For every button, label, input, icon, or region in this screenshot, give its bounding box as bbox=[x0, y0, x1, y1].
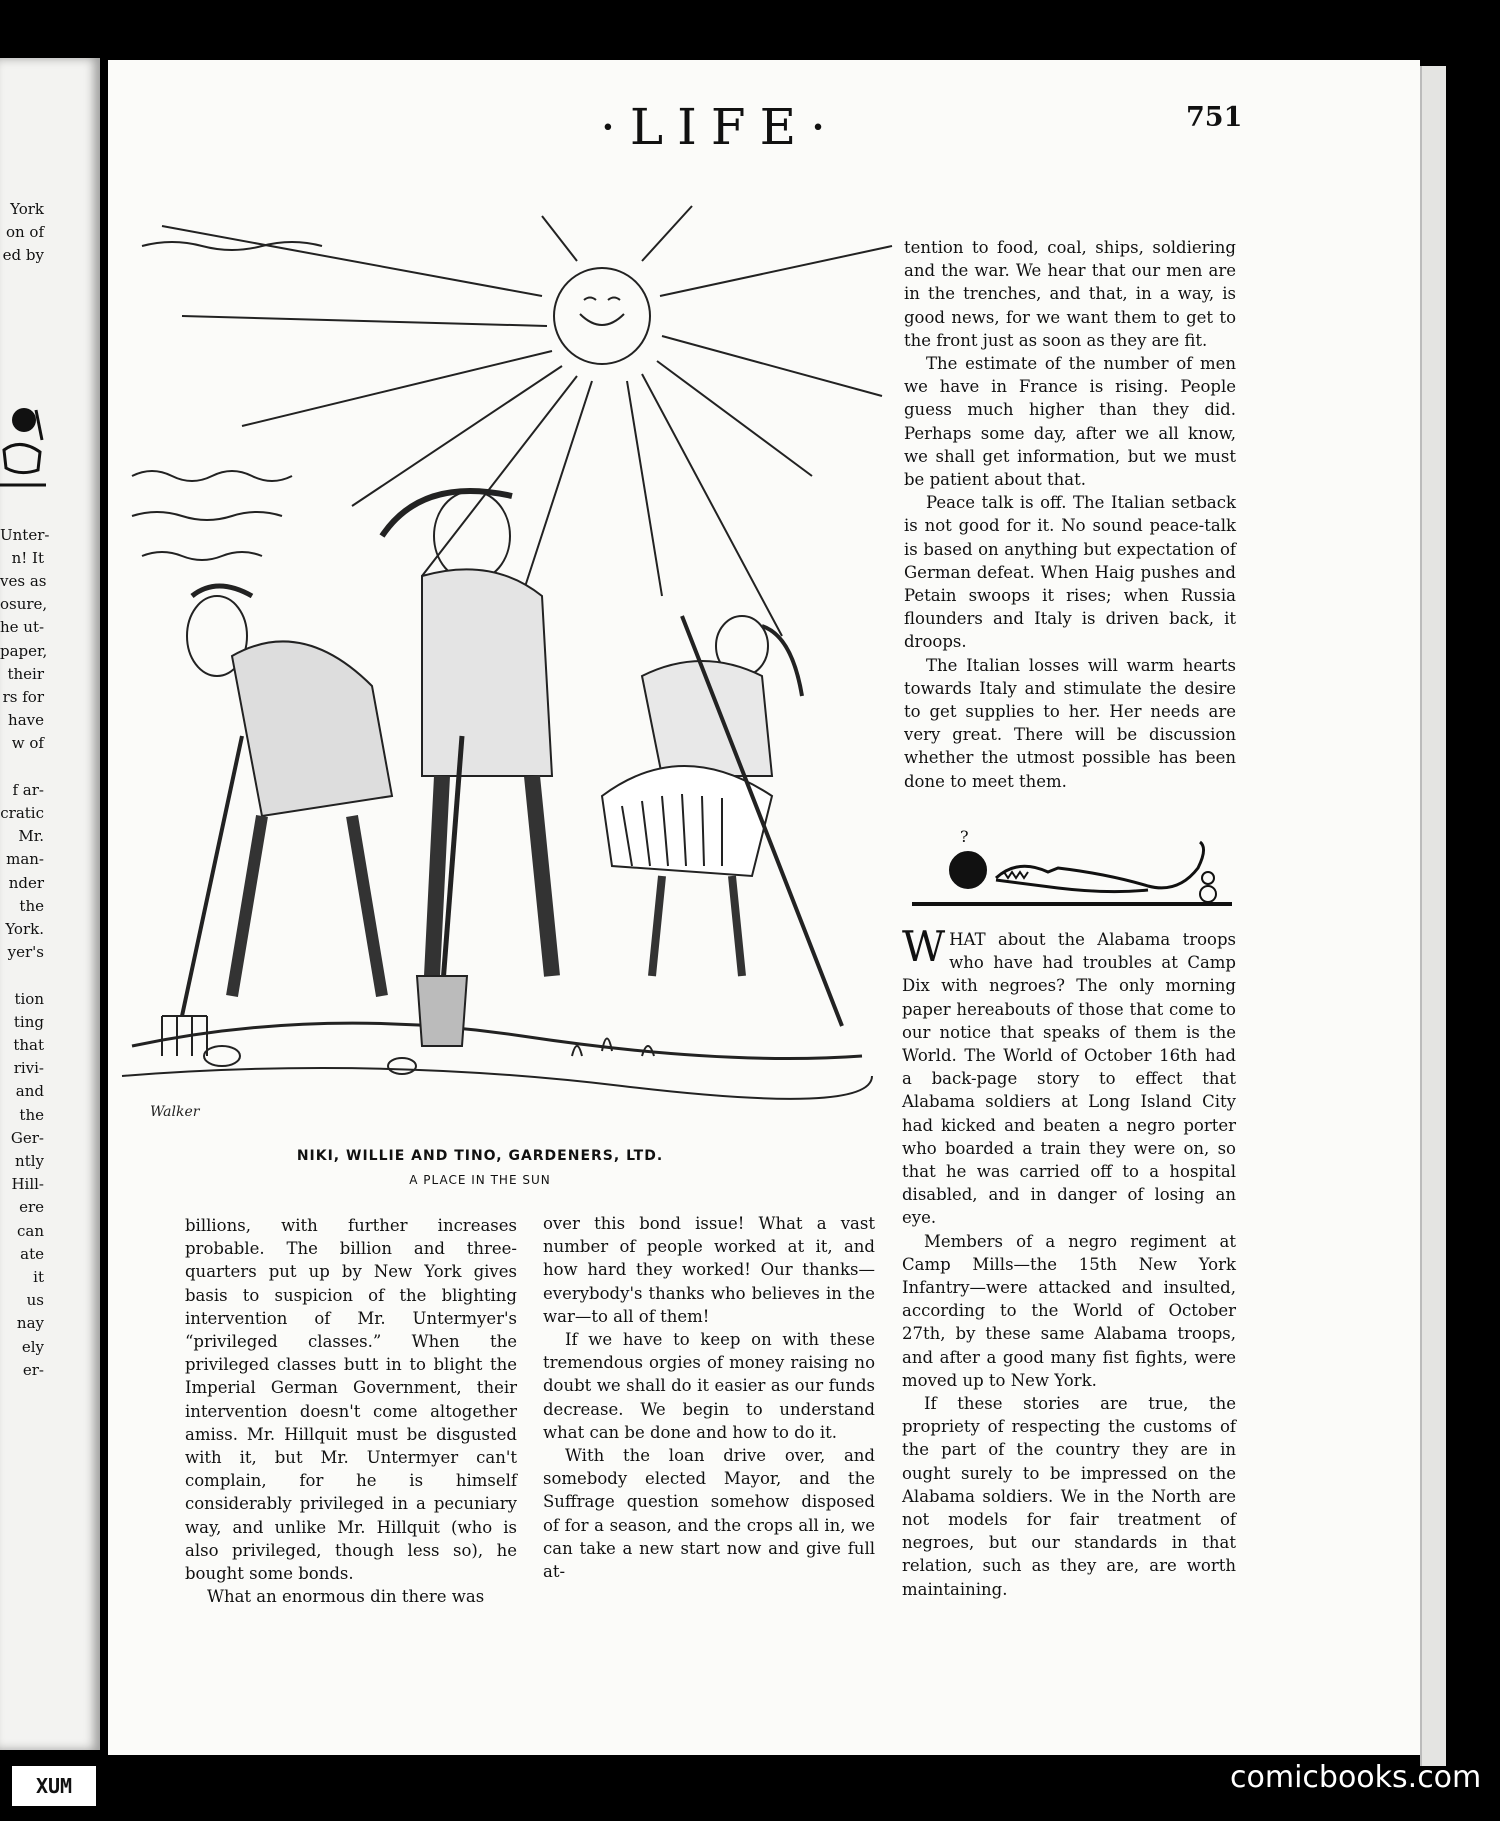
paragraph: What an enormous din there was bbox=[207, 1587, 485, 1607]
paragraph: tention to food, coal, ships, soldiering and the war. We hear that our men are in the trenches, and that, in a way, is good news, for we want them to get to the front just as soon as they are fit. bbox=[904, 238, 1236, 350]
text-column-2 bbox=[543, 1212, 875, 1583]
left-page-text-fragment: us bbox=[26, 1291, 44, 1310]
left-page-text-fragment: n! It bbox=[11, 548, 44, 567]
left-page-text-fragment: nder bbox=[8, 873, 44, 892]
left-page-text-fragment: ting bbox=[13, 1012, 44, 1031]
sun bbox=[554, 268, 650, 364]
left-page-text-fragment: their bbox=[7, 664, 44, 683]
left-page-text-fragment: tion bbox=[14, 989, 44, 1008]
left-page-text-fragment: rs for bbox=[2, 688, 44, 706]
lead-paragraph: WHAT about the Alabama troops who have had troubles at Camp Dix with negroes? The only morning paper hereabouts of those that come to our notice that speaks of them is the World. The World of October 16th had a back-page story to effect that Alabama soldiers at Long Island City had kicked and beaten a negro porter who boarded a train they were on, so that he was carried off to a hospital disabled, and in danger of losing an eye. bbox=[902, 922, 1236, 1228]
paragraph: Peace talk is off. The Italian setback is not good for it. No sound peace-talk is based on anything but expectation of German defeat. When Haig pushes and Petain swoops it rises; when Russia flounders and Italy is driven back, it droops. bbox=[904, 493, 1236, 652]
left-page-text-fragment: ate bbox=[20, 1244, 44, 1263]
left-page-text-fragment: ely bbox=[21, 1337, 44, 1356]
left-page-text-fragment: Mr. bbox=[18, 827, 44, 846]
left-page-text-fragment: cratic bbox=[0, 804, 44, 822]
paragraph: The estimate of the number of men we have in France is rising. People guess much higher than they did. Perhaps some day, after we all know, we shall get information, but we must be patient about that. bbox=[904, 354, 1236, 490]
paragraph: If we have to keep on with these tremendous orgies of money raising no doubt we shall do it easier as our funds decrease. We begin to understand what can be done and how to do it. bbox=[543, 1330, 875, 1442]
left-page-cartoon-fragment bbox=[0, 390, 46, 490]
page-number: 751 bbox=[1186, 102, 1243, 133]
left-page-text-fragment: paper, bbox=[0, 641, 48, 660]
archive-stamp: XUM bbox=[12, 1766, 96, 1806]
paragraph: over this bond issue! What a vast number of people worked at it, and how hard they worked! Our thanks—everybody's thanks who believes in the war—to all of them! bbox=[543, 1214, 875, 1326]
cartoon-caption-subtitle: A PLACE IN THE SUN bbox=[409, 1173, 551, 1187]
left-page-text-fragment: er- bbox=[22, 1360, 44, 1379]
text-column-3-bottom bbox=[902, 922, 1236, 1601]
left-page-text-fragment: ed by bbox=[2, 246, 44, 265]
left-page-text-fragment: on of bbox=[5, 223, 44, 242]
left-page-text-fragment: ves as bbox=[0, 572, 47, 590]
left-page-text-fragment: York bbox=[10, 200, 44, 218]
left-page-text-fragment: that bbox=[13, 1036, 44, 1054]
left-page-text-fragment: ntly bbox=[15, 1152, 44, 1170]
left-page-text-fragment: Ger- bbox=[10, 1128, 44, 1147]
paragraph: If these stories are true, the propriety of respecting the customs of the part of the country they are in ought surely to be impressed on the Alabama soldiers. We in the North are not models for fair treatment of negroes, but our standards in that relation, such as they are, are worth maintaining. bbox=[902, 1394, 1236, 1599]
left-page-text-fragment: Unter- bbox=[0, 525, 50, 544]
cartoon-signature: Walker bbox=[150, 1104, 200, 1120]
left-page-text-fragment: can bbox=[16, 1221, 44, 1240]
text-column-1 bbox=[185, 1214, 517, 1608]
paragraph: The Italian losses will warm hearts towards Italy and stimulate the desire to get supplies to her. Her needs are very great. There will be discussion whether the utmost possible has been done to meet them. bbox=[904, 655, 1236, 791]
left-page-text-fragment: Hill- bbox=[11, 1175, 44, 1194]
cartoon-caption-title: NIKI, WILLIE AND TINO, GARDENERS, LTD. bbox=[296, 1148, 664, 1164]
left-page-text-fragment: yer's bbox=[7, 943, 44, 962]
left-page-text-fragment: York. bbox=[5, 920, 44, 938]
alligator-ornament bbox=[908, 828, 1236, 910]
left-page-text-fragment: the bbox=[19, 1105, 44, 1124]
paragraph: With the loan drive over, and somebody elected Mayor, and the Suffrage question somehow disposed of for a season, and the crops all in, we can take a new start now and give full at- bbox=[543, 1446, 875, 1582]
text-column-3-top bbox=[904, 236, 1236, 793]
masthead: ·LIFE· bbox=[600, 98, 840, 156]
left-page-edge bbox=[0, 58, 100, 1750]
paragraph: Members of a negro regiment at Camp Mills—the 15th New York Infantry—were attacked and insulted, according to the World of October 27th, by these same Alabama troops, and after a good many fist fights, were moved up to New York. bbox=[902, 1231, 1236, 1390]
svg-text:?: ? bbox=[960, 827, 969, 846]
paragraph: billions, with further increases probable. The billion and three-quarters put up by New York gives basis to suspicion of the blighting intervention of Mr. Untermyer's “privileged classes.” When the privileged classes butt in to blight the Imperial German Government, their intervention doesn't come altogether amiss. Mr. Hillquit must be disgusted with it, but Mr. Untermyer can't complain, for he is himself considerably privileged in a pecuniary way, and unlike Mr. Hillquit (who is also privileged, though less so), he bought some bonds. bbox=[185, 1216, 517, 1584]
left-page-text-fragment: the bbox=[19, 896, 44, 915]
left-page-text-fragment: osure, bbox=[0, 595, 48, 614]
left-page-text-fragment: rivi- bbox=[13, 1059, 44, 1078]
left-page-text-fragment: man- bbox=[6, 850, 44, 869]
watermark: comicbooks.com bbox=[1230, 1760, 1482, 1795]
cartoon-illustration bbox=[122, 176, 878, 1134]
drop-cap: W bbox=[902, 922, 946, 971]
left-page-text-fragment: he ut- bbox=[0, 618, 45, 637]
left-page-text-fragment: f ar- bbox=[12, 780, 44, 799]
left-page-text-fragment: have bbox=[8, 711, 44, 730]
left-page-text-fragment: it bbox=[33, 1268, 44, 1286]
left-page-text-fragment: and bbox=[15, 1082, 44, 1101]
left-page-text-fragment: ere bbox=[19, 1198, 44, 1217]
left-page-text-fragment: nay bbox=[16, 1314, 44, 1333]
page-edge bbox=[1420, 66, 1446, 1766]
left-page-text-fragment: w of bbox=[11, 734, 44, 753]
